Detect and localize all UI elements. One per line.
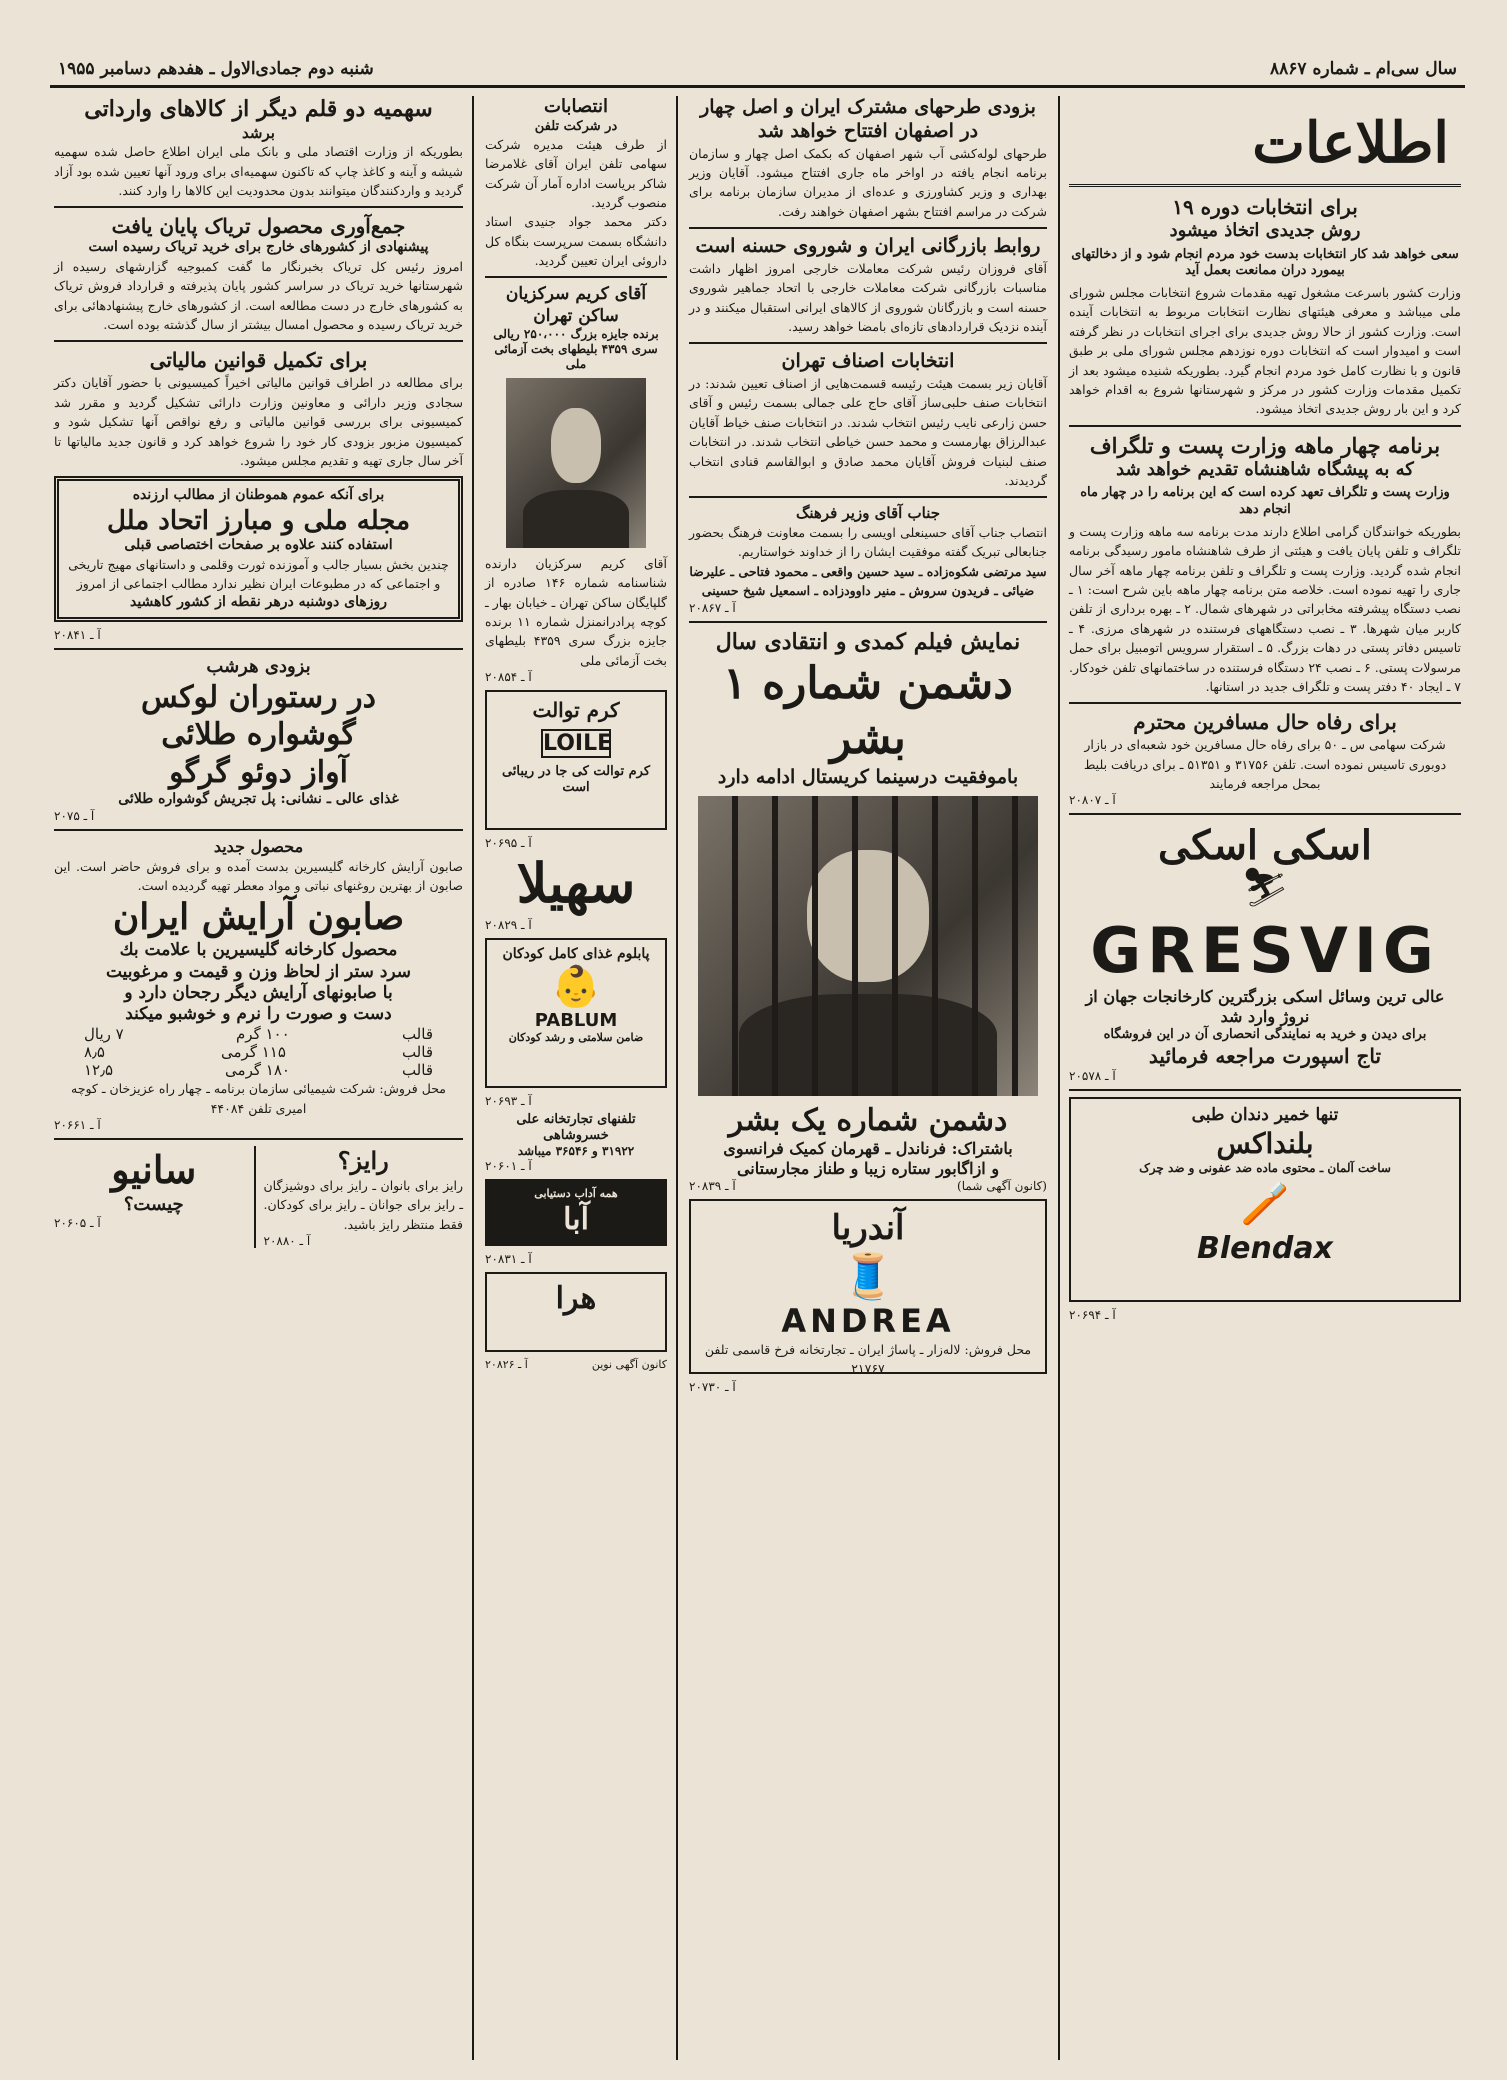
- unity-body: چندین بخش بسیار جالب و آموزنده ثورت وقلمی و داستانهای مهیج تاریخی و اجتماعی که در مطبوعات ایران نظیر ندارد مطالب اجتماعی از امروز: [68, 556, 449, 592]
- culture-title: جناب آقای وزیر فرهنگ: [795, 504, 941, 523]
- appoint-body-2: دکتر محمد جواد جنیدی استاد دانشگاه بسمت سرپرست بنگاه کل داروئی ایران تعیین گردید.: [485, 214, 667, 268]
- rise-title: رایز؟: [337, 1146, 389, 1175]
- unity-title: مجله ملی و مبارز اتحاد ملل: [106, 505, 411, 536]
- andrea-code: آ ـ ۲۰۷۳۰: [689, 1380, 736, 1395]
- issue-number: سال سی‌ام ـ شماره ۸۸۶۷: [1270, 58, 1457, 79]
- rise-ad: [264, 1146, 464, 1248]
- election-subtitle: روش جدیدی اتخاذ میشود: [1169, 220, 1361, 241]
- blendax-ad: [1069, 1097, 1461, 1302]
- restaurant-address: غذای عالی ـ نشانی: پل تجریش گوشواره طلائی: [118, 791, 399, 807]
- soap-line-4: دست و صورت را نرم و خوشبو میکند: [125, 1004, 392, 1024]
- unity-code: آ ـ ۲۰۸۴۱: [54, 628, 101, 642]
- towel-foot: کرم توالت کی جا در ریبائی است: [501, 764, 651, 796]
- winner-portrait: [506, 378, 646, 548]
- soap-line-3: با صابونهای آرایش دیگر رجحان دارد و: [124, 982, 393, 1003]
- ski-body: عالی ترین وسائل اسکی بزرگترین کارخانجات جهان از نروژ وارد شد: [1085, 987, 1445, 1027]
- film-cast: باشتراک: فرناندل ـ قهرمان کمیک فرانسوی: [723, 1139, 1013, 1159]
- restaurant-act: آواز دوئو گرگو: [169, 754, 348, 790]
- andrea-top: آندریا: [831, 1208, 905, 1249]
- pablum-logo: PABLUM: [534, 1010, 618, 1032]
- hera-foot: کانون آگهی نوین: [591, 1358, 667, 1372]
- appoint-title: انتصابات: [544, 96, 608, 117]
- guild-body: آقایان زیر بسمت هیئت رئیسه قسمت‌هایی از اصناف تعیین شدند: در انتخابات صنف حلبی‌ساز آقای حاج علی جمالی بسمت رئیس و آقای حسن زارعی نایب رئیس انتخاب شدند. در انتخابات صنف خیاط آقایان عبدالرزاق بهارمست و محمد حسن خیاطی انتخاب شدند. در انتخابات صنف لبنیات فروش آقایان محمد صادق و ابوالقاسم قنادی انتخاب گردیدند.: [689, 376, 1047, 488]
- andrea-ad: [689, 1199, 1047, 1377]
- blendax-body: ساخت آلمان ـ محتوی ماده ضد عفونی و ضد چرک: [1139, 1160, 1391, 1175]
- soheila-code: آ ـ ۲۰۸۲۹: [485, 917, 532, 932]
- phones-body: ۳۱۹۲۲ و ۳۶۵۴۶ میباشد: [517, 1144, 635, 1159]
- ski-dealer: برای دیدن و خرید به نمایندگی انحصاری آن در این فروشگاه: [1103, 1027, 1427, 1043]
- column-right: [1065, 96, 1465, 2060]
- masthead: اطلاعات: [1069, 96, 1461, 187]
- price-row: قالب ۱۸۰ گرمی ۱۲٫۵: [84, 1061, 433, 1080]
- travel-ad-body: شرکت سهامی س ـ ۵۰ برای رفاه حال مسافرین خود شعبه‌ای در بازار دوبوری تاسیس نموده است. تلفن ۳۱۷۵۶ و ۵۱۳۵۱ ـ برای دریافت بلیط بمحل مراجعه فرمایند: [1083, 737, 1447, 791]
- blendax-code: آ ـ ۲۰۶۹۴: [1069, 1307, 1116, 1322]
- soap-line-1: محصول کارخانه گلیسیرین با علامت بك: [119, 940, 398, 961]
- column-left: [50, 96, 467, 2060]
- appoint-body: از طرف هیئت مدیره شرکت سهامی تلفن ایران آقای غلامرضا شاکر بریاست اداره آمار آن شرکت منصوب گردید.: [485, 136, 667, 210]
- aba-subtitle: همه آداب دستیابی: [534, 1187, 618, 1201]
- film-still: [698, 796, 1038, 1096]
- travel-ad-title: برای رفاه حال مسافرین محترم: [1133, 710, 1397, 735]
- towel-ad: [485, 690, 667, 830]
- tax-title: برای تکمیل قوانین مالیاتی: [149, 348, 368, 373]
- post-subtitle: که به پیشگاه شاهنشاه تقدیم خواهد شد: [1116, 458, 1414, 480]
- soap-code: آ ـ ۲۰۶۶۱: [54, 1118, 101, 1132]
- post-title: برنامه چهار ماهه وزارت پست و تلگراف: [1089, 432, 1441, 458]
- film-title-2: دشمن شماره یک بشر: [728, 1102, 1008, 1138]
- blendax-name: بلنداکس: [1216, 1126, 1314, 1160]
- column-center-left: [481, 96, 671, 2060]
- lottery-subtitle: ساکن تهران: [533, 305, 619, 326]
- baby-icon: 👶: [551, 964, 601, 1011]
- towel-code: آ ـ ۲۰۶۹۵: [485, 836, 532, 851]
- election-body: وزارت کشور باسرعت مشغول تهیه مقدمات شروع انتخابات مجلس شورای ملی میباشد و معرفی هیئتهای نظارت انتخابات مربوط به انتخابات آینده است. وزارت کشور از حالا روش جدیدی برای اجرای انتخابات در نظر گرفته است و امیدوار است که انتخابات دوره نوزدهم مجلس شورای ملی بر طبق قانون و با نظارت کامل خود مردم انجام گیرد. بطوریکه شنیده میشود بعد از تکمیل مقدمات وزارت کشور در مرکز و شهرستانها شروع به اقدام خواهد کرد و این بار روش جدیدی اتخاذ میشود.: [1069, 285, 1461, 417]
- appoint-subtitle: در شرکت تلفن: [534, 118, 618, 134]
- election-title: برای انتخابات دوره ۱۹: [1172, 195, 1358, 219]
- restaurant-name: گوشواره طلائی: [161, 717, 356, 752]
- restaurant-code: آ ـ ۲۰۷۵: [54, 808, 95, 823]
- film-cast-2: و ازاگابور ستاره زیبا و طناز مجارستانی: [736, 1159, 1000, 1179]
- column-rule: [472, 96, 474, 2060]
- hera-ad: [485, 1272, 667, 1352]
- unity-subtitle-2: روزهای دوشنبه درهر نقطه از کشور کاهشید: [129, 593, 388, 610]
- newspaper-page: [50, 40, 1465, 2060]
- rise-body: رایز برای بانوان ـ رایز برای دوشیزگان ـ رایز برای جوانان ـ رایز برای کودکان. فقط منتظر رایز باشید.: [263, 1178, 463, 1232]
- trade-body: آقای فروزان رئیس شرکت معاملات خارجی امروز اظهار داشت مناسبات بازرگانی شرکت معاملات خارجی با اتحاد جماهیر شوروی حسنه است و بازرگانان شوروی از کالاهای ایرانی استقبال میکنند و در آینده نزدیک قراردادهای تازه‌ای بامضا خواهد رسید.: [689, 260, 1047, 334]
- column-center-right: [685, 96, 1051, 2060]
- aba-code: آ ـ ۲۰۸۳۱: [485, 1252, 532, 1267]
- soap-title: صابون آرایش ایران: [112, 896, 405, 939]
- lottery-code: آ ـ ۲۰۸۵۴: [485, 670, 532, 685]
- sewing-machine-icon: 🧵: [840, 1250, 896, 1302]
- film-note: (کانون آگهی شما): [957, 1179, 1047, 1194]
- rise-code: آ ـ ۲۰۸۸۰: [263, 1234, 311, 1249]
- trade-title: روابط بازرگانی ایران و شوروی حسنه است: [695, 235, 1041, 257]
- gas-body: طرحهای لوله‌کشی آب شهر اصفهان که بکمک اصل چهار و سازمان برنامه انجام یافته در اواخر ماه جاری افتتاح میشود. آقایان وزیر بهداری و وزیر کشاورزی و عده‌ای از مدیران سازمان برنامه برای شرکت در مراسم افتتاح بشهر اصفهان خواهند رفت.: [689, 145, 1047, 219]
- lottery-ticket: سری ۴۳۵۹ بلیطهای بخت آزمائی ملی: [494, 341, 658, 371]
- issue-date: شنبه دوم جمادی‌الاول ـ هفدهم دسامبر ۱۹۵۵: [58, 58, 374, 79]
- film-title: دشمن شماره ۱ بشر: [723, 658, 1013, 764]
- blendax-logo: Blendax: [1197, 1230, 1333, 1266]
- export-title: سهمیه دو قلم دیگر از کالاهای وارداتی: [84, 96, 433, 122]
- soap-body: صابون آرایش کارخانه گلیسیرین بدست آمده و برای فروش حاضر است. این صابون از بهترین روغنهای نباتی و مواد معطر تهیه گردیده است.: [54, 858, 463, 893]
- ski-shop: تاج اسپورت مراجعه فرمائید: [1148, 1043, 1382, 1068]
- film-code: آ ـ ۲۰۸۳۹: [689, 1179, 736, 1194]
- andrea-sale: محل فروش: لاله‌زار ـ پاساژ ایران ـ تجارتخانه فرخ قاسمی تلفن ۲۱۷۶۷: [704, 1341, 1032, 1377]
- andrea-logo: ANDREA: [781, 1301, 955, 1340]
- election-lead: سعی خواهد شد کار انتخابات بدست خود مردم انجام شود و از دخالتهای بیمورد دران ممانعت بعمل آید: [1071, 246, 1459, 278]
- bottom-ads: [54, 1146, 463, 1248]
- post-body: بطوریکه خوانندگان گرامی اطلاع دارند مدت برنامه سه ماهه وزارت پست و تلگراف و تلفن پایان یافت و هیئتی از طرف شاهنشاه مامور رسیدگی برنامه انجام شده گردید. وزارت پست و تلگراف و تلفن برنامه چهار ماهه آخر سال جاری را تهیه نموده است. خلاصه متن برنامه چهار ماهه باین شرح است: ۱ ـ نصب دستگاه پیشرفته مخابراتی در شهرهای شمال. ۲ ـ بهره برداری از تلفن کاربر میان شهرها. ۳ ـ نصب دستگاههای فرستنده در شهرهای مرزی. ۴ ـ تاسیس دفاتر پستی در دهات بزرگ. ۵ ـ استقرار سرویس اتومبیل برای حمل مرسولات پستی. ۶ ـ نصب ۲۴ دستگاه فرستنده در ساختمانهای تلفن خودکار. ۷ ـ ایجاد ۴۰ دفتر پست و تلگراف جدید در استانها.: [1069, 523, 1462, 694]
- gas-subtitle: در اصفهان افتتاح خواهد شد: [757, 119, 979, 142]
- hera-title: هرا: [555, 1281, 597, 1317]
- restaurant-top: بزودی هرشب: [206, 656, 311, 677]
- lottery-prize: برنده جایزه بزرگ ۲۵۰،۰۰۰ ریالی: [493, 326, 659, 341]
- export-body: بطوریکه از وزارت اقتصاد ملی و بانک ملی ایران اطلاع حاصل شده سهمیه شیشه و آینه و کاغذ چاپ که تاکنون سهمیه‌ای برای ورود آنها تعیین شده بود آزاد گردید و واردکنندگان میتوانند بدون محدودیت این کالاها را وارد کنند.: [54, 144, 463, 198]
- lottery-caption: آقای کریم سرکزیان دارنده شناسنامه شماره ۱۴۶ صادره از گلپایگان ساکن تهران ـ خیابان بهار ـ کوچه پرادرانمنزل شماره ۱۱ برنده جایزه بزرگ سری ۴۳۵۹ بلیطهای بخت آزمائی ملی: [485, 555, 668, 668]
- ski-heading: اسکی اسکی: [1157, 822, 1373, 870]
- soap-address: محل فروش: شرکت شیمیائی سازمان برنامه ـ چهار راه عزیزخان ـ کوچه امیری تلفن ۴۴۰۸۴: [71, 1081, 446, 1116]
- price-row: قالب ۱۱۵ گرمی ۸٫۵: [84, 1043, 433, 1062]
- tax-body: برای مطالعه در اطراف قوانین مالیاتی اخیراً کمیسیونی با حضور آقایان دکتر سجادی وزیر دارائی و معاونین وزارت دارائی تشکیل گردید و مقرر شد کمیسیونی برای بررسی قوانین مالیاتی و رفع نواقص آنها تشکیل شود و کمیسیون مزبور بزودی کار خود را شروع خواهد کرد و قانون جدید مالیاتها تا آخر سال جاری تهیه و تقدیم مجلس میشود.: [54, 375, 463, 468]
- opium-subtitle: پیشنهادی از کشورهای خارج برای خرید تریاک رسیده است: [88, 239, 429, 256]
- culture-names: سید مرتضی شکوه‌زاده ـ سید حسین واقعی ـ محمود فتاحی ـ علیرضا ضیائی ـ فریدون سروش ـ منیر داوودزاده ـ اسمعیل شیخ حسینی: [689, 563, 1047, 599]
- culture-body: انتصاب جناب آقای حسینعلی اویسی را بسمت معاونت فرهنگ بحضور جنابعالی تبریک گفته موفقیت ایشان را از خداوند خواستاریم.: [689, 525, 1047, 560]
- phones-code: آ ـ ۲۰۶۰۱: [485, 1159, 532, 1174]
- column-rule: [676, 96, 678, 2060]
- soheila-title: سهیلا: [516, 851, 636, 916]
- pablum-code: آ ـ ۲۰۶۹۳: [485, 1093, 532, 1108]
- gresvig-logo: GRESVIG: [1090, 914, 1440, 988]
- unity-top: برای آنکه عموم هموطنان از مطالب ارزنده: [132, 487, 385, 504]
- guild-title: انتخابات اصناف تهران: [781, 350, 955, 373]
- page-header: [50, 52, 1465, 88]
- price-table: [54, 1025, 463, 1079]
- restaurant-title: در رستوران لوکس: [141, 679, 376, 715]
- price-row: قالب ۱۰۰ گرم ۷ ریال: [84, 1025, 433, 1044]
- post-lead: وزارت پست و تلگراف تعهد کرده است که این برنامه را در چهار ماه انجام دهد: [1080, 485, 1450, 517]
- towel-title: کرم توالت: [532, 698, 620, 723]
- soap-line-2: سرد ستر از لحاظ وزن و قیمت و مرغوبیت: [105, 961, 412, 982]
- blendax-top: تنها خمیر دندان طبی: [1191, 1104, 1339, 1125]
- pablum-ad: [485, 938, 667, 1088]
- export-subtitle: برشد: [242, 123, 275, 142]
- sanyo-code: آ ـ ۲۰۶۰۵: [54, 1216, 101, 1230]
- aba-ad: [485, 1179, 667, 1246]
- sanyo-subtitle: چیست؟: [123, 1193, 184, 1215]
- soap-top: محصول جدید: [213, 836, 304, 856]
- column-rule: [1058, 96, 1060, 2060]
- film-kicker: نمایش فیلم کمدی و انتقادی سال: [715, 628, 1021, 655]
- opium-title: جمع‌آوری محصول تریاک پایان یافت: [111, 214, 406, 239]
- opium-body: امروز رئیس کل تریاک بخبرنگار ما گفت کمبوجیه گزارشهای رسیده از شهرستانها خرید تریاک در سراسر کشور پایان پذیرفته و قرارداد فروش تریاک به کشورهای خارج در دست مطالعه است. از کشورهای خارج پیشنهادهائی برای خرید تریاک رسیده و محصول امسال بیشتر از سال گذشته بوده است.: [54, 258, 463, 332]
- gas-title: بزودی طرحهای مشترک ایران و اصل چهار: [700, 96, 1036, 118]
- skier-icon: ⛷: [1240, 865, 1290, 910]
- toothbrush-icon: 🪥: [1240, 1180, 1290, 1227]
- sanyo-title: سانیو: [111, 1147, 197, 1192]
- hera-code: آ ـ ۲۰۸۲۶: [485, 1358, 528, 1372]
- loile-logo: LOILE: [543, 731, 613, 757]
- phones-title: تلفنهای تجارتخانه علی خسروشاهی: [516, 1111, 636, 1143]
- ski-code: آ ـ ۲۰۵۷۸: [1069, 1068, 1116, 1083]
- aba-title: آبا: [563, 1201, 589, 1237]
- lottery-title: آقای کریم سرکزیان: [505, 284, 647, 305]
- travel-ad-code: آ ـ ۲۰۸۰۷: [1069, 793, 1116, 808]
- pablum-title: پابلوم غذای کامل کودکان: [502, 945, 650, 962]
- film-run: باموفقیت درسینما کریستال ادامه دارد: [717, 766, 1019, 788]
- sanyo-ad: [54, 1146, 256, 1248]
- pablum-foot: ضامن سلامتی و رشد کودکان: [508, 1031, 644, 1045]
- culture-code: آ ـ ۲۰۸۶۷: [689, 600, 736, 615]
- unity-ad: [54, 476, 463, 622]
- unity-subtitle: استفاده کنند علاوه بر صفحات اختصاصی قبلی: [124, 537, 393, 554]
